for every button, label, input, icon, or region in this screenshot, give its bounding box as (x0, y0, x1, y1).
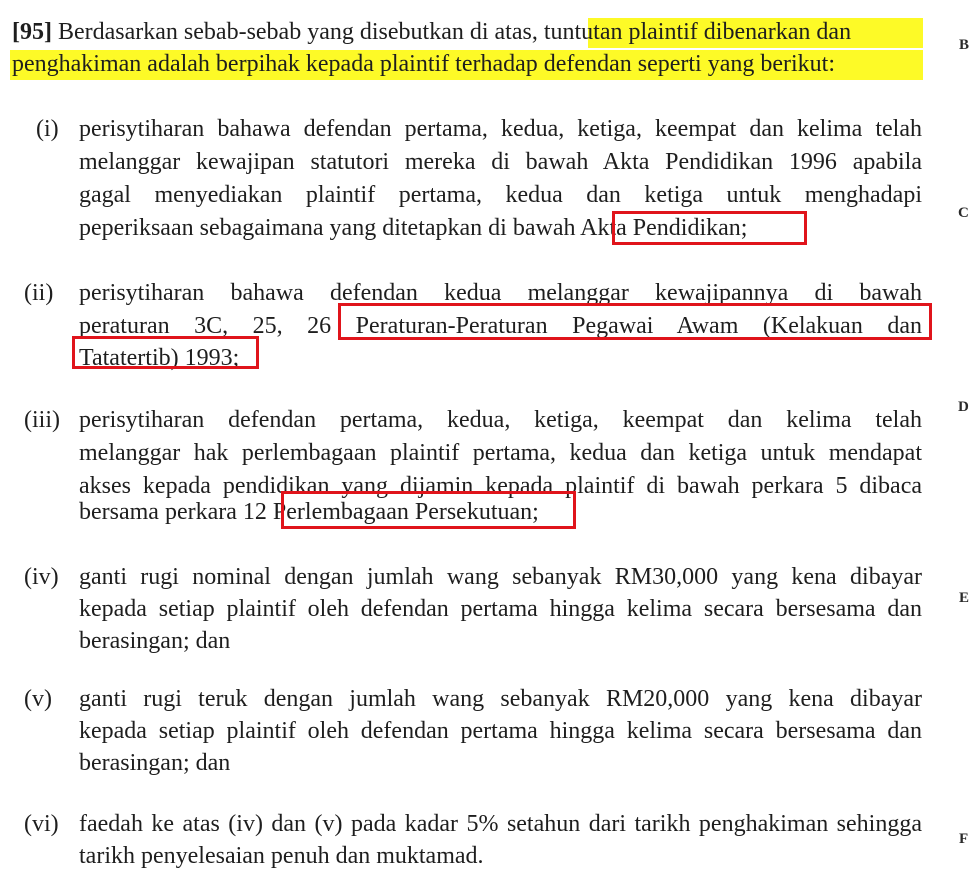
item-label-i: (i) (36, 116, 59, 142)
margin-letter-f: F (959, 831, 969, 847)
item-ii-text-plain: peraturan 3C, 25, 26 (79, 313, 356, 339)
item-ii-text-boxed-1: Peraturan-Peraturan Pegawai Awam (Kelakuan dan (355, 313, 922, 339)
red-box-peraturan-2 (72, 336, 259, 369)
item-iii-line-1: perisytiharan defendan pertama, kedua, ketiga, keempat dan kelima telah (79, 407, 922, 433)
paragraph-95-text-plain: Berdasarkan sebab-sebab yang disebutkan di atas, (57, 19, 538, 45)
item-v-line-3: berasingan; dan (79, 750, 231, 776)
item-iii-line-2: melanggar hak perlembagaan plaintif pertama, kedua dan ketiga untuk mendapat (79, 440, 922, 466)
red-box-perlembagaan (281, 491, 576, 529)
item-vi-line-2: tarikh penyelesaian penuh dan muktamad. (79, 843, 484, 869)
item-i-text-boxed: Akta Pendidikan; (580, 215, 748, 241)
item-iii-text-plain: bersama perkara 12 (79, 499, 273, 525)
paragraph-95-text-highlight-2: penghakiman adalah berpihak kepada plaintif terhadap defendan seperti yang berikut: (12, 51, 835, 77)
item-i-text-plain: peperiksaan sebagaimana yang ditetapkan di bawah (79, 215, 581, 241)
margin-letter-e: E (959, 590, 970, 606)
item-label-v: (v) (24, 686, 52, 712)
item-label-iii: (iii) (24, 407, 60, 433)
paragraph-95-line-1 (12, 17, 851, 48)
margin-letter-d: D (958, 399, 969, 415)
margin-letter-b: B (959, 37, 970, 53)
item-label-iv: (iv) (24, 564, 59, 590)
item-label-vi: (vi) (24, 811, 59, 837)
item-label-ii: (ii) (24, 280, 54, 306)
item-iv-line-2: kepada setiap plaintif oleh defendan pertama hingga kelima secara bersesama dan (79, 596, 922, 622)
paragraph-number: [95] (12, 19, 52, 45)
item-i-line-3: gagal menyediakan plaintif pertama, kedua dan ketiga untuk menghadapi (79, 182, 922, 208)
paragraph-95-text-highlight-1: tuntutan plaintif dibenarkan dan (537, 19, 852, 45)
red-box-peraturan-1 (338, 303, 932, 340)
item-ii-text-boxed-2: Tatatertib) 1993; (79, 345, 240, 371)
item-vi-line-1: faedah ke atas (iv) dan (v) pada kadar 5% setahun dari tarikh penghakiman sehingga (79, 811, 922, 837)
item-iv-line-1: ganti rugi nominal dengan jumlah wang sebanyak RM30,000 yang kena dibayar (79, 564, 922, 590)
item-iii-text-boxed: Perlembagaan Persekutuan; (272, 499, 539, 525)
item-v-line-2: kepada setiap plaintif oleh defendan pertama hingga kelima secara bersesama dan (79, 718, 922, 744)
item-v-line-1: ganti rugi teruk dengan jumlah wang sebanyak RM20,000 yang kena dibayar (79, 686, 922, 712)
margin-letter-c: C (958, 205, 969, 221)
item-iv-line-3: berasingan; dan (79, 628, 231, 654)
item-i-line-1: perisytiharan bahawa defendan pertama, kedua, ketiga, keempat dan kelima telah (79, 116, 922, 142)
red-box-akta-pendidikan (612, 211, 807, 245)
item-ii-line-1: perisytiharan bahawa defendan kedua melanggar kewajipannya di bawah (79, 280, 922, 306)
item-iii-line-3: akses kepada pendidikan yang dijamin kepada plaintif di bawah perkara 5 dibaca (79, 473, 922, 499)
item-i-line-2: melanggar kewajipan statutori mereka di bawah Akta Pendidikan 1996 apabila (79, 149, 922, 175)
paragraph-95-line-2 (12, 49, 835, 80)
